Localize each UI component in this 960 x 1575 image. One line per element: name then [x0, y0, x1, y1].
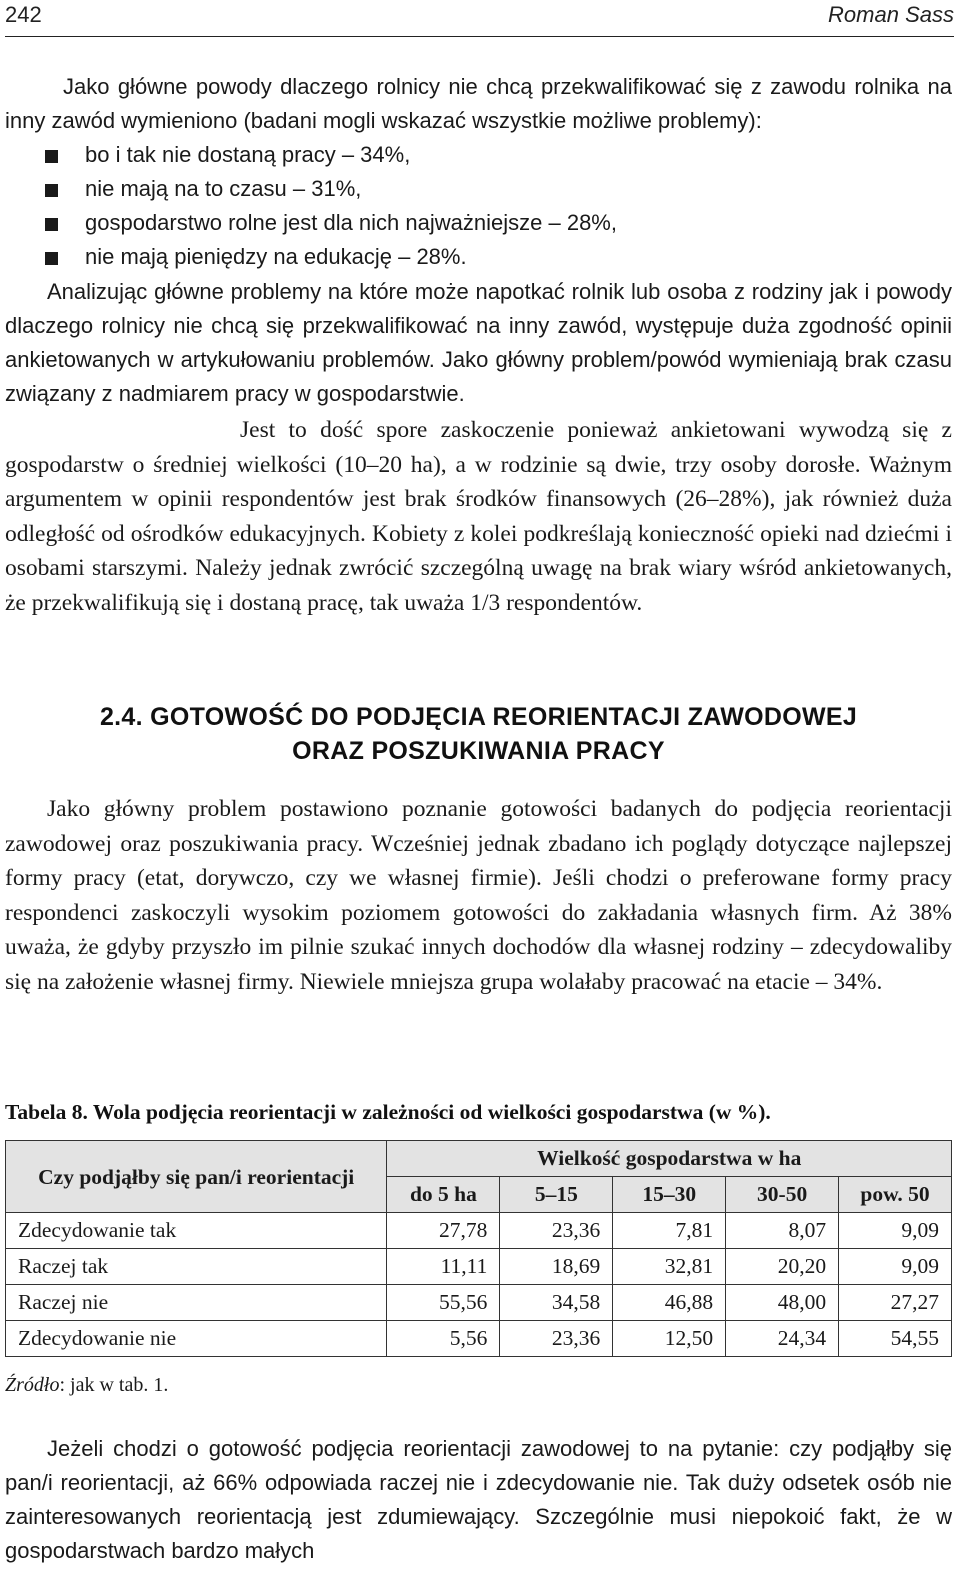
table-cell: 20,20 — [726, 1249, 839, 1285]
source-label: Źródło — [5, 1374, 60, 1396]
section-title-line: 2.4. GOTOWOŚĆ DO PODJĘCIA REORIENTACJI ZAWODOWEJ — [99, 703, 858, 731]
list-item-text: nie mają na to czasu – 31%, — [85, 176, 362, 201]
list-item-text: bo i tak nie dostaną pracy – 34%, — [85, 142, 411, 167]
closing-paragraph: Jeżeli chodzi o gotowość podjęcia reorientacji zawodowej to na pytanie: czy podjąłby się pan/i reorientacji, aż 66% odpowiada raczej nie i zdecydowanie nie. Tak duży odsetek osób nie zainteresowanych reorientacją jest zdumiewający. Szczególnie musi niepokoić fakt, że w gospodarstwach bardzo małych — [5, 1436, 952, 1563]
square-bullet-icon — [45, 252, 58, 265]
row-label: Zdecydowanie tak — [6, 1213, 387, 1249]
list-item — [5, 172, 952, 206]
table-cell: 11,11 — [387, 1249, 500, 1285]
running-author: Roman Sass — [828, 2, 954, 27]
table-cell: 54,55 — [839, 1321, 952, 1357]
analysis-paragraph: Analizując główne problemy na które może napotkać rolnik lub osoba z rodziny jak i powody dlaczego rolnicy nie chcą się przekwalifikować na inny zawód, występuje duża zgodność opinii ankietowanych w artykułowaniu problemów. Jako główny problem/powód wymieniają brak czasu związany z nadmiarem pracy w gospodarstwie. — [5, 279, 952, 406]
table-source-note — [5, 1370, 168, 1400]
table-cell: 7,81 — [613, 1213, 726, 1249]
table-cell: 46,88 — [613, 1285, 726, 1321]
table-header-row — [6, 1141, 952, 1177]
data-table — [5, 1140, 952, 1357]
row-label: Raczej tak — [6, 1249, 387, 1285]
list-item-text: gospodarstwo rolne jest dla nich najważniejsze – 28%, — [85, 210, 617, 235]
table-cell: 9,09 — [839, 1249, 952, 1285]
column-header: 30-50 — [726, 1177, 839, 1213]
table-cell: 27,78 — [387, 1213, 500, 1249]
table-cell: 55,56 — [387, 1285, 500, 1321]
column-header: 5–15 — [500, 1177, 613, 1213]
square-bullet-icon — [45, 150, 58, 163]
reasons-list — [5, 138, 952, 274]
table-row — [6, 1321, 952, 1357]
corner-header: Czy podjąłby się pan/i reorientacji — [6, 1141, 387, 1213]
table-cell: 27,27 — [839, 1285, 952, 1321]
analysis-paragraph-continued: Jest to dość spore zaskoczenie ponieważ ankietowani wywodzą się z gospodarstw o średniej wielkości (10–20 ha), a w rodzinie są dwie, trzy osoby dorosłe. Ważnym argumentem w opinii respondentów jest brak środków finansowych (26–28%), jak również duża odległość od ośrodków edukacyjnych. Kobiety z kolei podkreślają konieczność opieki nad dziećmi i osobami starszymi. Należy jednak zwrócić szczególną uwagę na brak wiary wśród ankietowanych, że przekwalifikują się i dostaną pracę, tak uważa 1/3 respondentów. — [5, 417, 952, 616]
row-label: Zdecydowanie nie — [6, 1321, 387, 1357]
column-header: do 5 ha — [387, 1177, 500, 1213]
table-cell: 34,58 — [500, 1285, 613, 1321]
table-cell: 48,00 — [726, 1285, 839, 1321]
table-cell: 18,69 — [500, 1249, 613, 1285]
section-paragraph: Jako główny problem postawiono poznanie gotowości badanych do podjęcia reorientacji zawodowej oraz poszukiwania pracy. Wcześniej jednak zbadano ich poglądy dotyczące najlepszej formy pracy (etat, dorywczo, czy we własnej firmie). Jeśli chodzi o preferowane formy pracy respondenci zaskoczyli wysokim poziomem gotowości do zakładania własnych firm. Aż 38% uważa, że gdyby przyszło im pilnie szukać innych dochodów dla własnej rodziny – zdecydowaliby się na założenie własnej firmy. Niewiele mniejsza grupa wolałaby pracować na etacie – 34%. — [5, 796, 952, 995]
list-item-text: nie mają pieniędzy na edukację – 28%. — [85, 244, 467, 269]
intro-paragraph: Jako główne powody dlaczego rolnicy nie chcą przekwalifikować się z zawodu rolnika na inny zawód wymieniono (badani mogli wskazać wszystkie możliwe problemy): — [5, 74, 952, 133]
column-header: pow. 50 — [839, 1177, 952, 1213]
group-header: Wielkość gospodarstwa w ha — [387, 1141, 952, 1177]
table-cell: 24,34 — [726, 1321, 839, 1357]
table-cell: 8,07 — [726, 1213, 839, 1249]
source-text: : jak w tab. 1. — [59, 1374, 169, 1396]
list-item — [5, 138, 952, 172]
table-cell: 5,56 — [387, 1321, 500, 1357]
table-row — [6, 1249, 952, 1285]
table-cell: 9,09 — [839, 1213, 952, 1249]
running-header — [5, 0, 954, 37]
table-cell: 12,50 — [613, 1321, 726, 1357]
section-title — [5, 700, 952, 768]
table-cell: 23,36 — [500, 1213, 613, 1249]
table-caption: Tabela 8. Wola podjęcia reorientacji w zależności od wielkości gospodarstwa (w %). — [5, 1100, 771, 1124]
row-label: Raczej nie — [6, 1285, 387, 1321]
square-bullet-icon — [45, 218, 58, 231]
column-header: 15–30 — [613, 1177, 726, 1213]
table-row — [6, 1213, 952, 1249]
table-cell: 23,36 — [500, 1321, 613, 1357]
section-title-line: ORAZ POSZUKIWANIA PRACY — [292, 737, 665, 765]
table-cell: 32,81 — [613, 1249, 726, 1285]
list-item — [5, 240, 952, 274]
list-item — [5, 206, 952, 240]
square-bullet-icon — [45, 184, 58, 197]
table-row — [6, 1285, 952, 1321]
page-number: 242 — [5, 2, 42, 27]
